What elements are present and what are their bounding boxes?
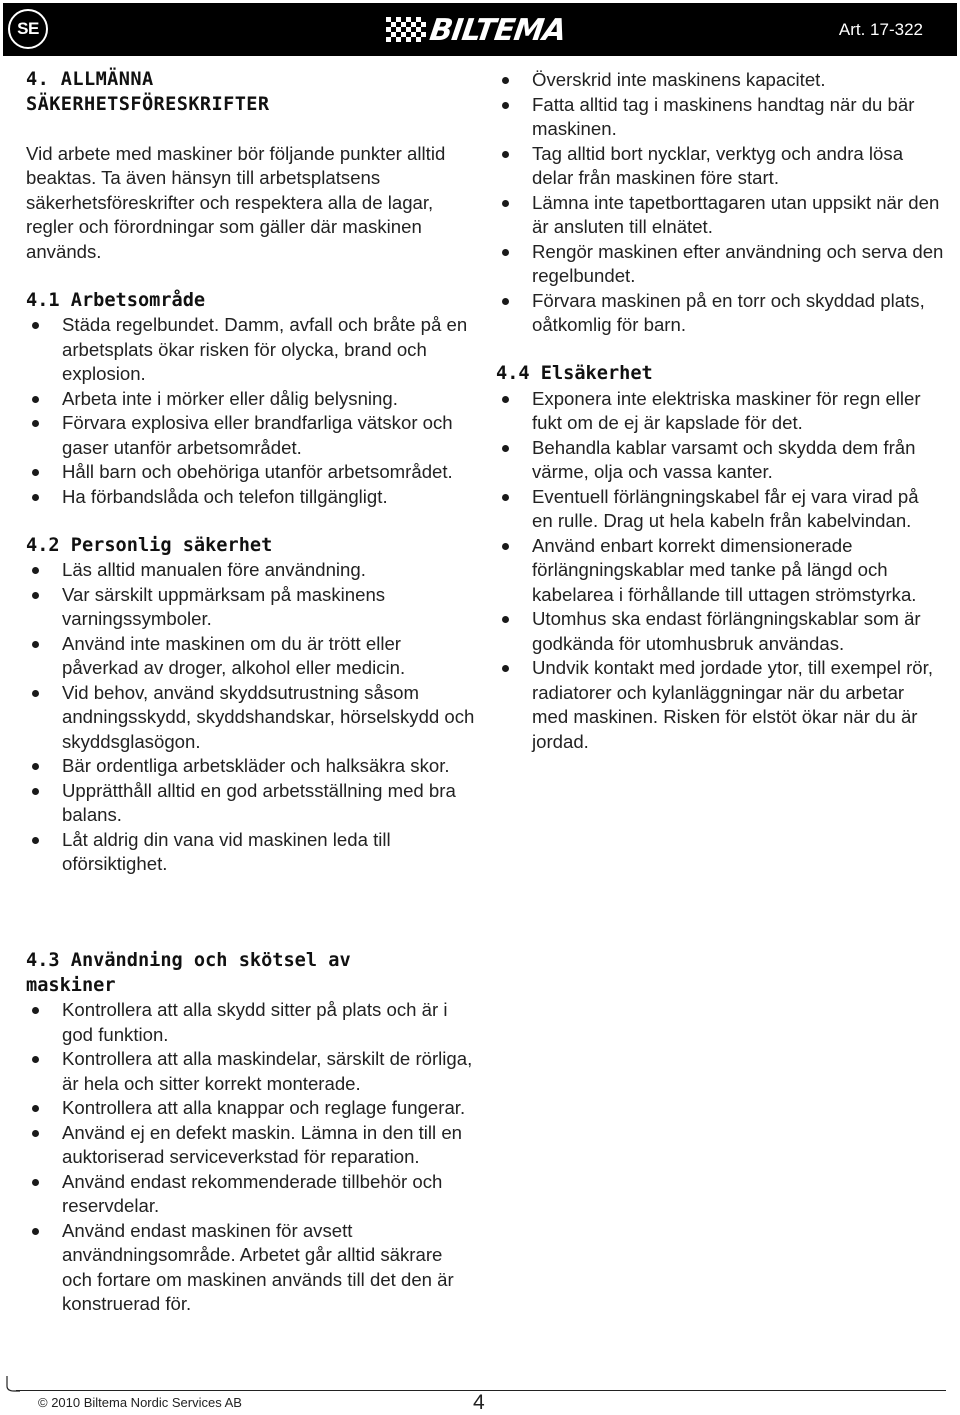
page-number: 4 <box>473 1391 485 1414</box>
list-item: Använd endast rekommenderade tillbehör och reservdelar. <box>26 1170 476 1219</box>
article-number: Art. 17-322 <box>838 20 923 39</box>
list-item: Lämna inte tapetborttagaren utan uppsikt när den är ansluten till elnätet. <box>496 191 944 240</box>
biltema-logo <box>386 12 568 48</box>
list-item: Håll barn och obehöriga utanför arbetsområdet. <box>26 460 476 485</box>
bullet-icon <box>32 322 39 329</box>
bullet-icon <box>502 249 509 256</box>
list-item: Städa regelbundet. Damm, avfall och bråte på en arbetsplats ökar risken för olycka, brand och explosion. <box>26 313 476 387</box>
list-item: Läs alltid manualen före användning. <box>26 558 476 583</box>
logo-text: BILTEMA <box>427 12 568 48</box>
bullet-icon <box>32 420 39 427</box>
list-item: Kontrollera att alla knappar och reglage fungerar. <box>26 1096 476 1121</box>
list-item: Exponera inte elektriska maskiner för regn eller fukt om de ej är kapslade för det. <box>496 387 944 436</box>
list-item: Använd enbart korrekt dimensionerade förlängningskablar med tanke på längd och kabelarea i förhållande till uttagen strömstyrka. <box>496 534 944 608</box>
list-item: Kontrollera att alla maskindelar, särskilt de rörliga, är hela och sitter korrekt monterade. <box>26 1047 476 1096</box>
bullet-icon <box>32 469 39 476</box>
copyright-text: © 2010 Biltema Nordic Services AB <box>38 1395 242 1410</box>
left-column-bottom <box>26 949 476 1317</box>
section-4-4-list <box>496 387 944 755</box>
bullet-icon <box>32 1130 39 1137</box>
list-item: Ha förbandslåda och telefon tillgängligt. <box>26 485 476 510</box>
list-item: Rengör maskinen efter användning och serva den regelbundet. <box>496 240 944 289</box>
bullet-icon <box>32 1056 39 1063</box>
list-item: Bär ordentliga arbetskläder och halksäkra skor. <box>26 754 476 779</box>
list-item: Eventuell förlängningskabel får ej vara virad på en rulle. Drag ut hela kabeln från kabelvindan. <box>496 485 944 534</box>
bullet-icon <box>502 396 509 403</box>
bullet-icon <box>32 763 39 770</box>
section-4-3-list-continued <box>496 68 944 338</box>
section-4-3-title-line1: 4.3 Användning och skötsel av <box>26 950 351 971</box>
section-4-1-list <box>26 313 476 509</box>
header-bar <box>3 3 957 56</box>
list-item: Använd ej en defekt maskin. Lämna in den till en auktoriserad serviceverkstad för reparation. <box>26 1121 476 1170</box>
bullet-icon <box>32 592 39 599</box>
bullet-icon <box>32 494 39 501</box>
section-4-title-line1: 4. ALLMÄNNA <box>26 69 154 90</box>
list-item: Utomhus ska endast förlängningskablar som är godkända för utomhusbruk användas. <box>496 607 944 656</box>
list-item: Arbeta inte i mörker eller dålig belysning. <box>26 387 476 412</box>
section-4-4-title: 4.4 Elsäkerhet <box>496 363 653 384</box>
section-4-title <box>26 68 476 117</box>
bullet-icon <box>32 567 39 574</box>
checkered-flag-icon <box>386 17 426 43</box>
list-item: Använd inte maskinen om du är trött eller påverkad av droger, alkohol eller medicin. <box>26 632 476 681</box>
list-item: Undvik kontakt med jordade ytor, till exempel rör, radiatorer och kylanläggningar när du arbetar med maskinen. Risken för elstöt ökar när du är jordad. <box>496 656 944 754</box>
bullet-icon <box>32 837 39 844</box>
list-item: Förvara explosiva eller brandfarliga vätskor och gaser utanför arbetsområdet. <box>26 411 476 460</box>
list-item: Fatta alltid tag i maskinens handtag när du bär maskinen. <box>496 93 944 142</box>
bullet-icon <box>32 1228 39 1235</box>
bullet-icon <box>502 77 509 84</box>
bullet-icon <box>502 665 509 672</box>
bullet-icon <box>32 396 39 403</box>
bullet-icon <box>32 1105 39 1112</box>
list-item: Tag alltid bort nycklar, verktyg och andra lösa delar från maskinen före start. <box>496 142 944 191</box>
section-4-3-title <box>26 949 476 998</box>
language-badge: SE <box>8 9 48 49</box>
list-item: Kontrollera att alla skydd sitter på plats och är i god funktion. <box>26 998 476 1047</box>
section-4-title-line2: SÄKERHETSFÖRESKRIFTER <box>26 93 270 115</box>
list-item: Upprätthåll alltid en god arbetsställning med bra balans. <box>26 779 476 828</box>
list-item: Använd endast maskinen för avsett användningsområde. Arbetet går alltid säkrare och fortare om maskinen används till det den är konstruerad för. <box>26 1219 476 1317</box>
section-4-2-title: 4.2 Personlig säkerhet <box>26 534 273 556</box>
intro-paragraph: Vid arbete med maskiner bör följande punkter alltid beaktas. Ta även hänsyn till arbetsplatsens säkerhetsföreskrifter och respektera alla de lagar, regler och förordningar som gäller där maskinen används. <box>26 142 446 262</box>
bullet-icon <box>32 690 39 697</box>
section-4-2-list <box>26 558 476 877</box>
list-item: Överskrid inte maskinens kapacitet. <box>496 68 944 93</box>
section-4-3-list <box>26 998 476 1317</box>
bullet-icon <box>502 494 509 501</box>
bullet-icon <box>502 102 509 109</box>
list-item: Behandla kablar varsamt och skydda dem från värme, olja och vassa kanter. <box>496 436 944 485</box>
list-item: Var särskilt uppmärksam på maskinens varningssymboler. <box>26 583 476 632</box>
bullet-icon <box>32 1007 39 1014</box>
section-4-3-title-line2: maskiner <box>26 974 116 996</box>
bullet-icon <box>32 788 39 795</box>
left-column-top <box>26 68 476 877</box>
bullet-icon <box>32 1179 39 1186</box>
list-item: Förvara maskinen på en torr och skyddad plats, oåtkomlig för barn. <box>496 289 944 338</box>
bullet-icon <box>32 641 39 648</box>
right-column <box>496 68 944 754</box>
bullet-icon <box>502 445 509 452</box>
list-item: Låt aldrig din vana vid maskinen leda till oförsiktighet. <box>26 828 476 877</box>
bullet-icon <box>502 151 509 158</box>
bullet-icon <box>502 616 509 623</box>
list-item: Vid behov, använd skyddsutrustning såsom andningsskydd, skyddshandskar, hörselskydd och skyddsglasögon. <box>26 681 476 755</box>
bullet-icon <box>502 200 509 207</box>
bullet-icon <box>502 298 509 305</box>
bullet-icon <box>502 543 509 550</box>
section-4-1-title: 4.1 Arbetsområde <box>26 289 206 311</box>
